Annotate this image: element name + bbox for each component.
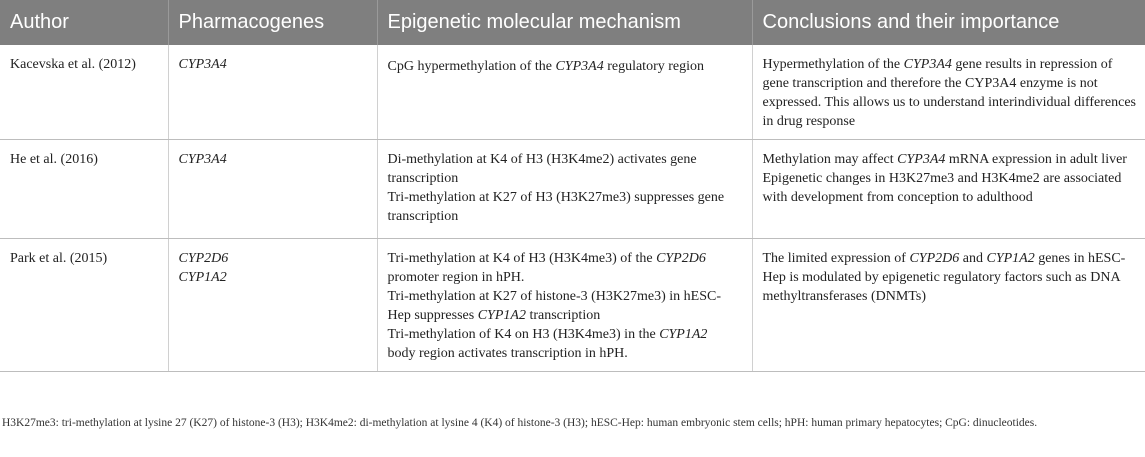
text-part: and bbox=[959, 251, 987, 266]
gene-name: CYP2D6 bbox=[909, 251, 960, 266]
gene-name: CYP3A4 bbox=[897, 152, 946, 167]
text-part: mRNA expression in adult liver bbox=[945, 152, 1127, 167]
mechanism-line: Di-methylation at K4 of H3 (H3K4me2) activates gene transcription bbox=[387, 152, 697, 186]
cell-genes bbox=[168, 239, 377, 372]
gene-name: CYP1A2 bbox=[477, 308, 526, 323]
gene-name: CYP3A4 bbox=[903, 57, 952, 72]
text-part: transcription bbox=[525, 308, 601, 323]
conclusion-line: Epigenetic changes in H3K27me3 and H3K4me2 are associated with development from conception to adulthood bbox=[762, 171, 1122, 205]
cell-author: He et al. (2016) bbox=[0, 140, 168, 239]
text-part: genes in hESC-Hep is modulated by epigenetic regulatory factors such as DNA methyltransferases (DNMTs) bbox=[762, 251, 1126, 304]
gene-name: CYP2D6 bbox=[656, 251, 706, 266]
cell-genes bbox=[168, 45, 377, 140]
table-row bbox=[0, 239, 1145, 372]
cell-conclusion bbox=[752, 45, 1145, 140]
text-part: Tri-methylation of K4 on H3 (H3K4me3) in the bbox=[387, 327, 660, 342]
conclusion-line bbox=[763, 150, 1138, 169]
cell-conclusion bbox=[752, 140, 1145, 239]
header-conclusions: Conclusions and their importance bbox=[752, 0, 1145, 45]
mechanism-line: Tri-methylation at K27 of H3 (H3K27me3) suppresses gene transcription bbox=[387, 190, 725, 224]
table-row bbox=[0, 45, 1145, 140]
text-part: promoter region in hPH. bbox=[387, 270, 525, 285]
gene-name: CYP3A4 bbox=[178, 152, 227, 167]
table-row bbox=[0, 140, 1145, 239]
gene-name: CYP1A2 bbox=[986, 251, 1035, 266]
cell-genes bbox=[168, 140, 377, 239]
cell-author: Kacevska et al. (2012) bbox=[0, 45, 168, 140]
text-part: Methylation may affect bbox=[762, 152, 898, 167]
mechanism-line bbox=[388, 325, 734, 363]
text-part: regulatory region bbox=[603, 59, 704, 74]
gene-name: CYP3A4 bbox=[178, 57, 227, 72]
cell-author: Park et al. (2015) bbox=[0, 239, 168, 372]
table-header-row bbox=[0, 0, 1145, 45]
table-footnote: H3K27me3: tri-methylation at lysine 27 (K27) of histone-3 (H3); H3K4me2: di-methylation at lysine 4 (K4) of histone-3 (H3); hESC-Hep: human embryonic stem cells; hPH: human primary hepatocytes; CpG: dinucleotides. bbox=[2, 417, 1038, 429]
header-pharmacogenes: Pharmacogenes bbox=[168, 0, 377, 45]
text-part: body region activates transcription in hPH. bbox=[387, 346, 628, 361]
text-part: gene results in repression of gene transcription and therefore the CYP3A4 enzyme is not expressed. This allows us to understand interindividual differences in drug response bbox=[762, 57, 1137, 129]
cell-mechanism bbox=[377, 239, 752, 372]
text-part: Hypermethylation of the bbox=[762, 57, 904, 72]
text-part: Tri-methylation at K4 of H3 (H3K4me3) of the bbox=[387, 251, 657, 266]
cell-mechanism bbox=[377, 140, 752, 239]
gene-name: CYP2D6 bbox=[178, 251, 229, 266]
cell-conclusion bbox=[752, 239, 1145, 372]
cell-mechanism bbox=[377, 45, 752, 140]
gene-name: CYP1A2 bbox=[178, 270, 227, 285]
text-part: The limited expression of bbox=[762, 251, 910, 266]
text-part: Tri-methylation at K27 of histone-3 (H3K27me3) in hESC-Hep suppresses bbox=[387, 289, 722, 323]
text-part: CpG hypermethylation of the bbox=[387, 59, 556, 74]
header-author: Author bbox=[0, 0, 168, 45]
header-mechanism: Epigenetic molecular mechanism bbox=[377, 0, 752, 45]
mechanism-line bbox=[388, 287, 734, 325]
gene-name: CYP1A2 bbox=[659, 327, 708, 342]
mechanism-line bbox=[388, 249, 734, 287]
gene-name: CYP3A4 bbox=[555, 59, 604, 74]
